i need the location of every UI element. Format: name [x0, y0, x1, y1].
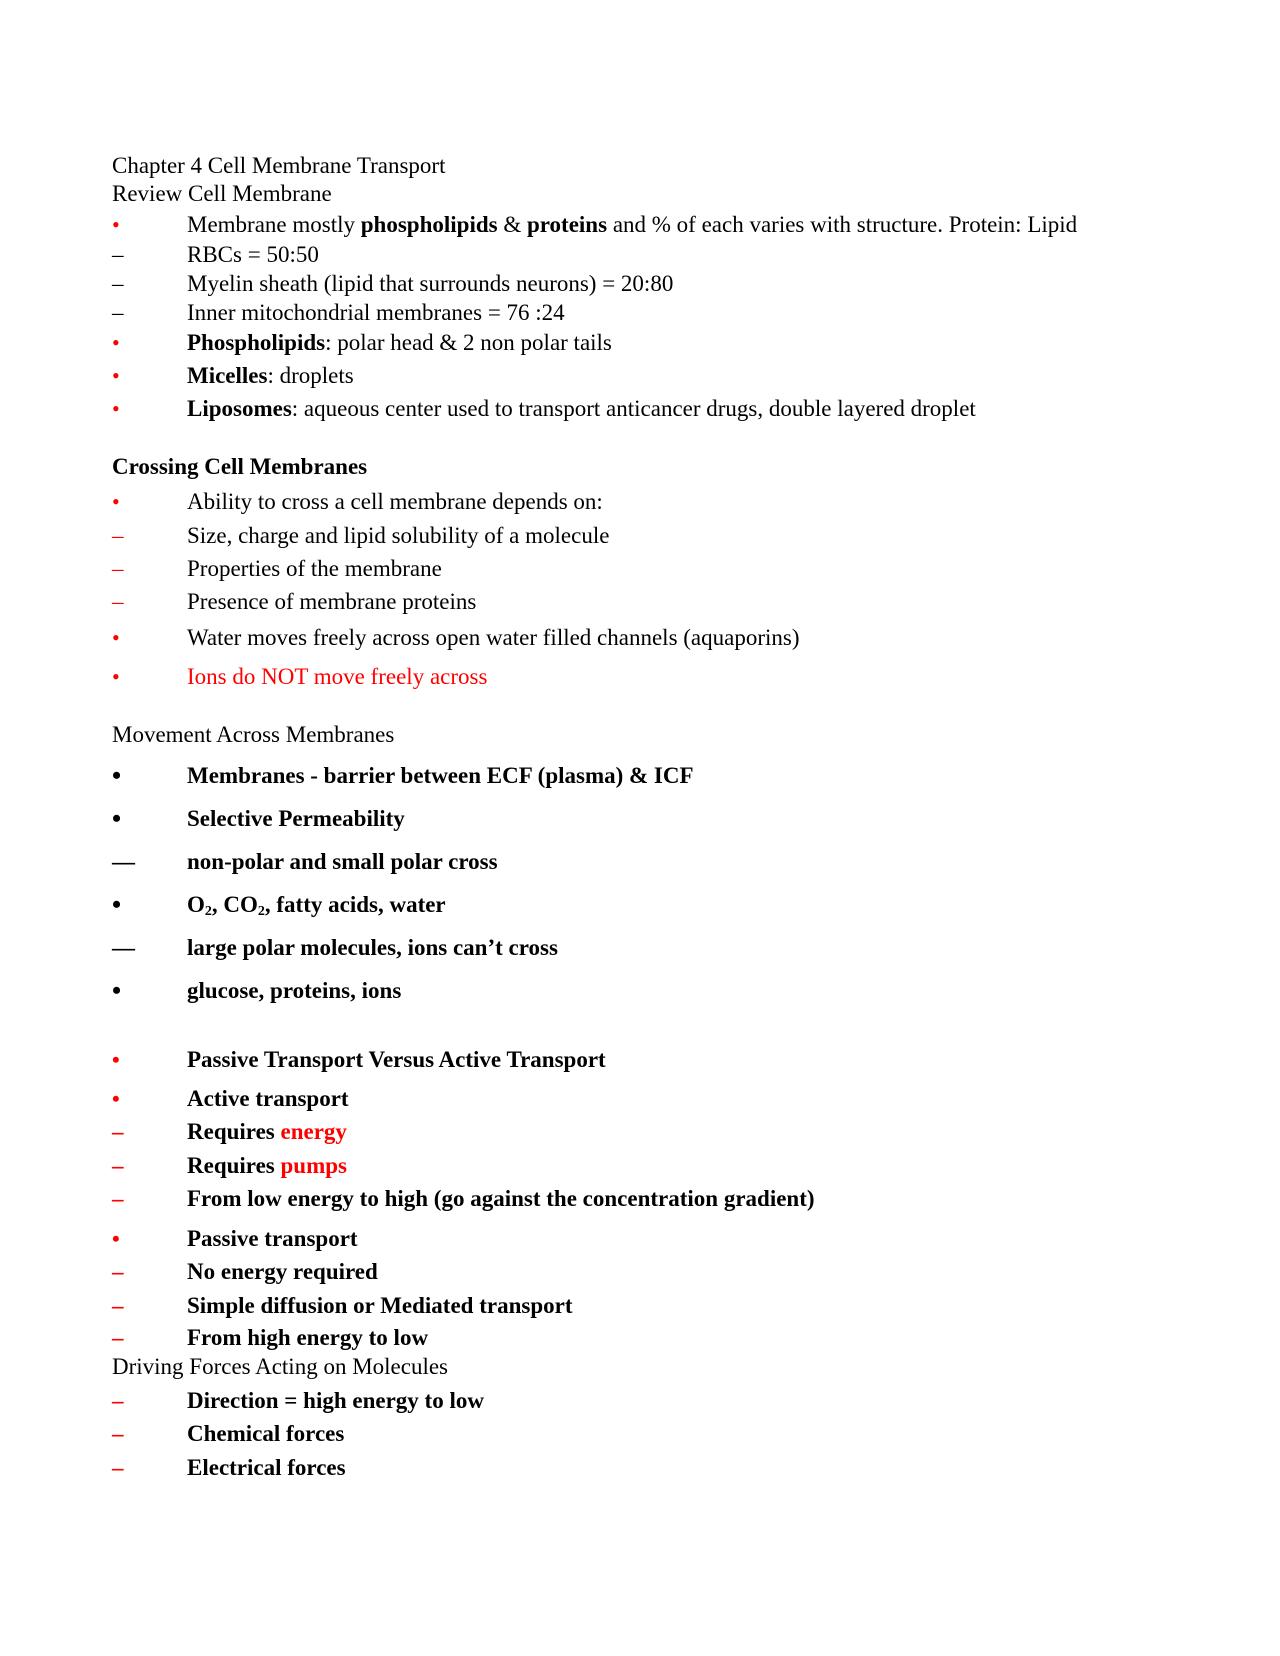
- list-item-text: No energy required: [187, 1259, 378, 1284]
- dash-marker: –: [112, 1325, 124, 1350]
- list-item-text: non-polar and small polar cross: [187, 849, 498, 874]
- list-item-text: Membrane mostly phospholipids & proteins and % of each varies with structure. Protein: Lipid: [187, 212, 1078, 237]
- list-item-text: Membranes - barrier between ECF (plasma) & ICF: [187, 763, 694, 788]
- list-item-text: Phospholipids: polar head & 2 non polar tails: [187, 330, 612, 355]
- bullet-marker: •: [112, 363, 120, 388]
- list-item-text: Requires pumps: [187, 1153, 347, 1178]
- bullet-marker: •: [112, 804, 122, 833]
- dash-marker: —: [112, 935, 135, 960]
- list-item-text: Direction = high energy to low: [187, 1388, 484, 1413]
- list-item-text: $O_2$, $CO_2$, fatty acids, water: [187, 892, 446, 919]
- section-heading-crossing: Crossing Cell Membranes: [112, 454, 368, 479]
- list-item-text: Size, charge and lipid solubility of a molecule: [187, 523, 610, 548]
- list-item-text: Ions do NOT move freely across: [187, 664, 488, 689]
- bullet-marker: •: [112, 976, 122, 1005]
- list-item-text: Electrical forces: [187, 1455, 346, 1480]
- dash-marker: –: [112, 589, 124, 614]
- bullet-marker: •: [112, 396, 120, 421]
- list-item-text: Simple diffusion or Mediated transport: [187, 1293, 573, 1318]
- list-item-text: Active transport: [187, 1086, 349, 1111]
- section-heading-movement: Movement Across Membranes: [112, 722, 395, 747]
- dash-marker: –: [112, 1421, 124, 1446]
- bullet-marker: •: [112, 212, 120, 237]
- dash-marker: —: [112, 849, 135, 874]
- section-heading-driving: Driving Forces Acting on Molecules: [112, 1354, 449, 1379]
- list-item-text: Properties of the membrane: [187, 556, 442, 581]
- list-item-text: Selective Permeability: [187, 806, 405, 831]
- list-item-text: Ability to cross a cell membrane depends on:: [187, 489, 603, 514]
- list-item-text: Passive Transport Versus Active Transport: [187, 1047, 606, 1072]
- bullet-marker: •: [112, 489, 120, 514]
- list-item-text: Inner mitochondrial membranes = 76 :24: [187, 300, 565, 325]
- list-item-text: Requires energy: [187, 1119, 347, 1144]
- list-item-text: Passive transport: [187, 1226, 358, 1251]
- dash-marker: –: [112, 1455, 124, 1480]
- bullet-marker: •: [112, 664, 120, 689]
- list-item-text: From low energy to high (go against the concentration gradient): [187, 1186, 815, 1211]
- list-item-text: Water moves freely across open water filled channels (aquaporins): [187, 625, 800, 650]
- list-item-text: Liposomes: aqueous center used to transport anticancer drugs, double layered droplet: [187, 396, 976, 421]
- list-item-text: glucose, proteins, ions: [187, 978, 402, 1003]
- bullet-marker: •: [112, 330, 120, 355]
- dash-marker: –: [112, 1259, 124, 1284]
- dash-marker: –: [112, 1388, 124, 1413]
- list-item-text: Chemical forces: [187, 1421, 345, 1446]
- dash-marker: –: [112, 271, 124, 296]
- list-item-text: Myelin sheath (lipid that surrounds neurons) = 20:80: [187, 271, 674, 296]
- bullet-marker: •: [112, 625, 120, 650]
- section-heading-review: Review Cell Membrane: [112, 181, 332, 206]
- bullet-marker: •: [112, 890, 122, 919]
- list-item-text: Presence of membrane proteins: [187, 589, 477, 614]
- list-item-text: large polar molecules, ions can’t cross: [187, 935, 558, 960]
- bullet-marker: •: [112, 1047, 120, 1072]
- dash-marker: –: [112, 300, 124, 325]
- bullet-marker: •: [112, 1226, 120, 1251]
- dash-marker: –: [112, 1119, 124, 1144]
- dash-marker: –: [112, 242, 124, 267]
- bullet-marker: •: [112, 1086, 120, 1111]
- document-title: Chapter 4 Cell Membrane Transport: [112, 153, 446, 178]
- list-item-text: From high energy to low: [187, 1325, 429, 1350]
- bullet-marker: •: [112, 761, 122, 790]
- dash-marker: –: [112, 1153, 124, 1178]
- dash-marker: –: [112, 556, 124, 581]
- list-item-text: Micelles: droplets: [187, 363, 354, 388]
- dash-marker: –: [112, 523, 124, 548]
- list-item-text: RBCs = 50:50: [187, 242, 319, 267]
- dash-marker: –: [112, 1293, 124, 1318]
- dash-marker: –: [112, 1186, 124, 1211]
